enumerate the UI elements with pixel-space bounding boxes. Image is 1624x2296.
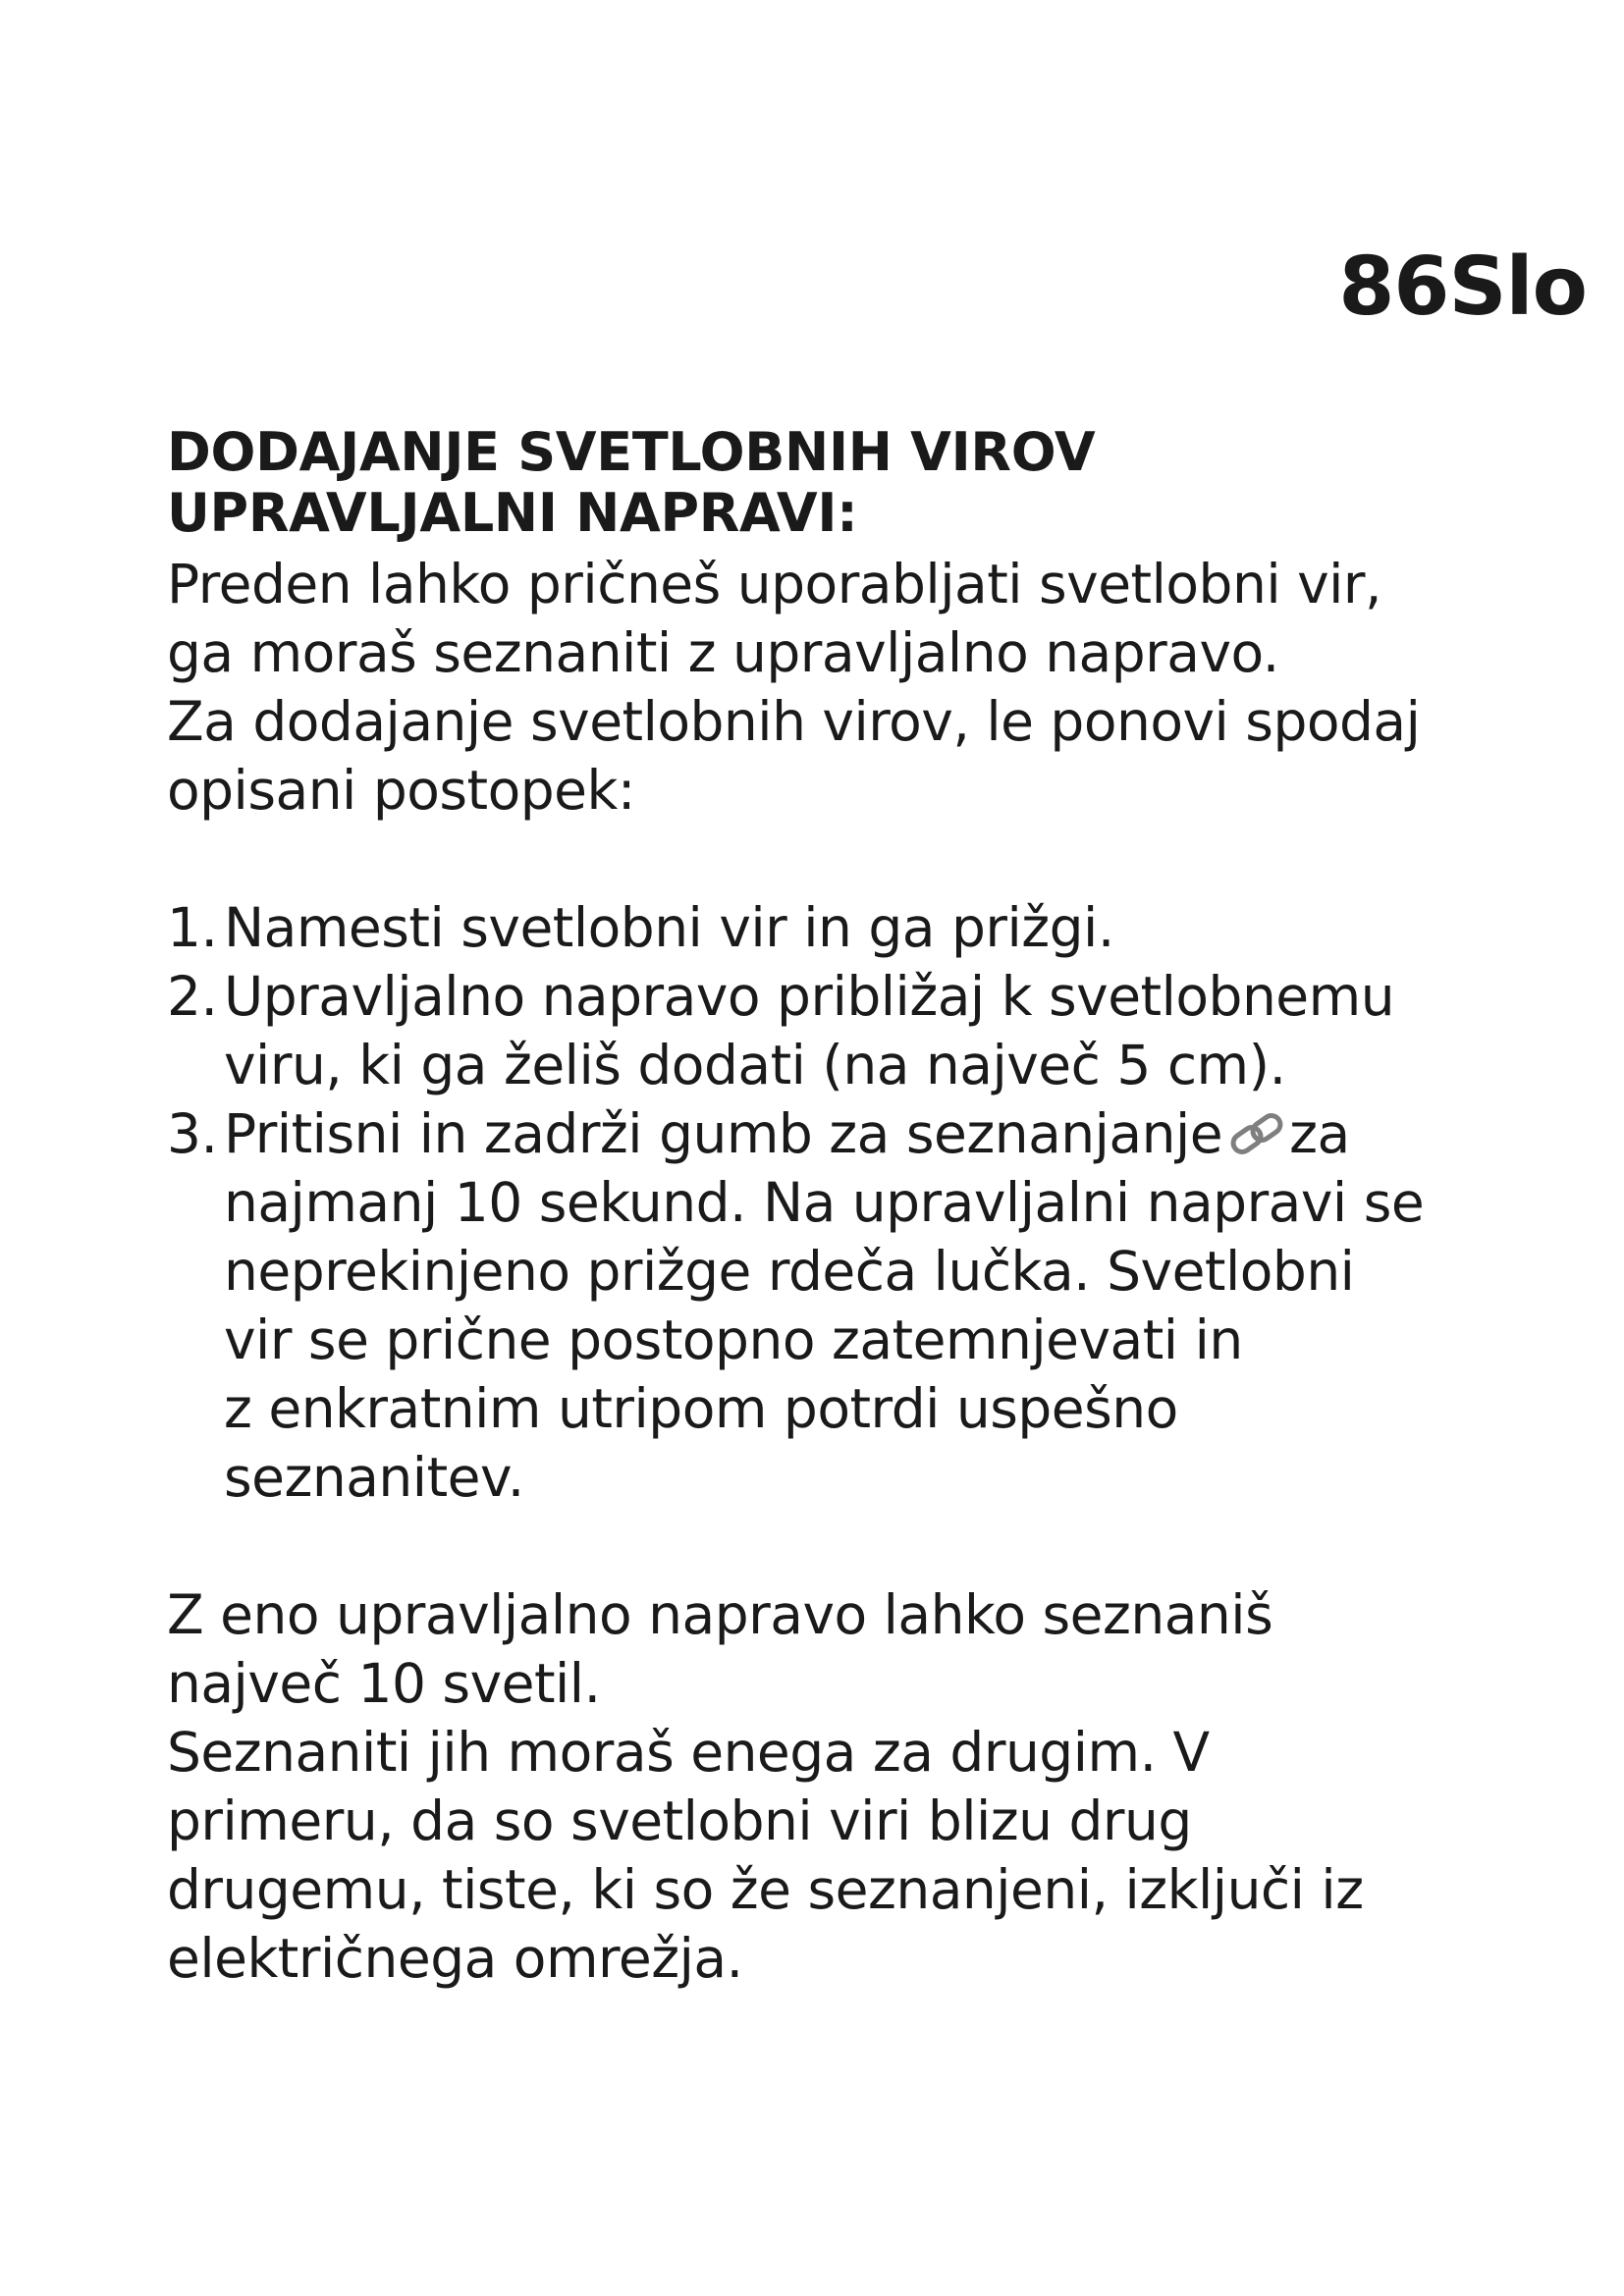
spacer [167, 825, 1522, 893]
text-line: Namesti svetlobni vir in ga prižgi. [224, 896, 1114, 959]
heading-line: DODAJANJE SVETLOBNIH VIROV [167, 421, 1096, 483]
document-body [167, 422, 1522, 1993]
step-number: 2. [167, 965, 218, 1028]
text-line: najmanj 10 sekund. Na upravljalni napravi se [224, 1171, 1425, 1234]
text-line: Upravljalno napravo približaj k svetlobnemu [224, 965, 1395, 1028]
section-heading [167, 422, 1522, 544]
text-line: največ 10 svetil. [167, 1652, 601, 1715]
text-line: ga moraš seznaniti z upravljalno napravo. [167, 621, 1279, 684]
spacer [167, 1512, 1522, 1580]
text-fragment: Pritisni in zadrži gumb za seznanjanje [224, 1102, 1223, 1165]
step-text [224, 893, 1114, 962]
text-line: z enkratnim utripom potrdi uspešno [224, 1377, 1178, 1440]
step-text [224, 1099, 1424, 1512]
closing-paragraph [167, 1580, 1522, 1993]
text-line: Za dodajanje svetlobnih virov, le ponovi spodaj [167, 690, 1421, 753]
text-line [224, 1099, 1424, 1168]
page-number: 86Slo [1338, 240, 1587, 334]
intro-paragraph [167, 550, 1522, 825]
text-line: vir se prične postopno zatemnjevati in [224, 1308, 1243, 1371]
step-item [167, 893, 1522, 962]
text-line: viru, ki ga želiš dodati (na največ 5 cm). [224, 1034, 1286, 1096]
step-number: 1. [167, 896, 218, 959]
step-item [167, 1099, 1522, 1512]
link-chain-icon [1226, 1111, 1289, 1158]
text-line: Seznaniti jih moraš enega za drugim. V [167, 1721, 1210, 1784]
step-text [224, 962, 1394, 1099]
text-line: primeru, da so svetlobni viri blizu drug [167, 1789, 1192, 1852]
heading-line: UPRAVLJALNI NAPRAVI: [167, 482, 858, 544]
steps-list [167, 893, 1522, 1512]
text-line: Preden lahko pričneš uporabljati svetlobni vir, [167, 553, 1382, 615]
text-line: seznanitev. [224, 1446, 524, 1509]
text-line: Z eno upravljalno napravo lahko seznaniš [167, 1583, 1273, 1646]
text-line: električnega omrežja. [167, 1927, 743, 1990]
step-item [167, 962, 1522, 1099]
text-line: opisani postopek: [167, 759, 635, 822]
text-line: drugemu, tiste, ki so že seznanjeni, izključi iz [167, 1858, 1364, 1921]
text-line: neprekinjeno prižge rdeča lučka. Svetlobni [224, 1240, 1355, 1303]
step-number: 3. [167, 1102, 218, 1165]
text-fragment: za [1289, 1102, 1350, 1165]
